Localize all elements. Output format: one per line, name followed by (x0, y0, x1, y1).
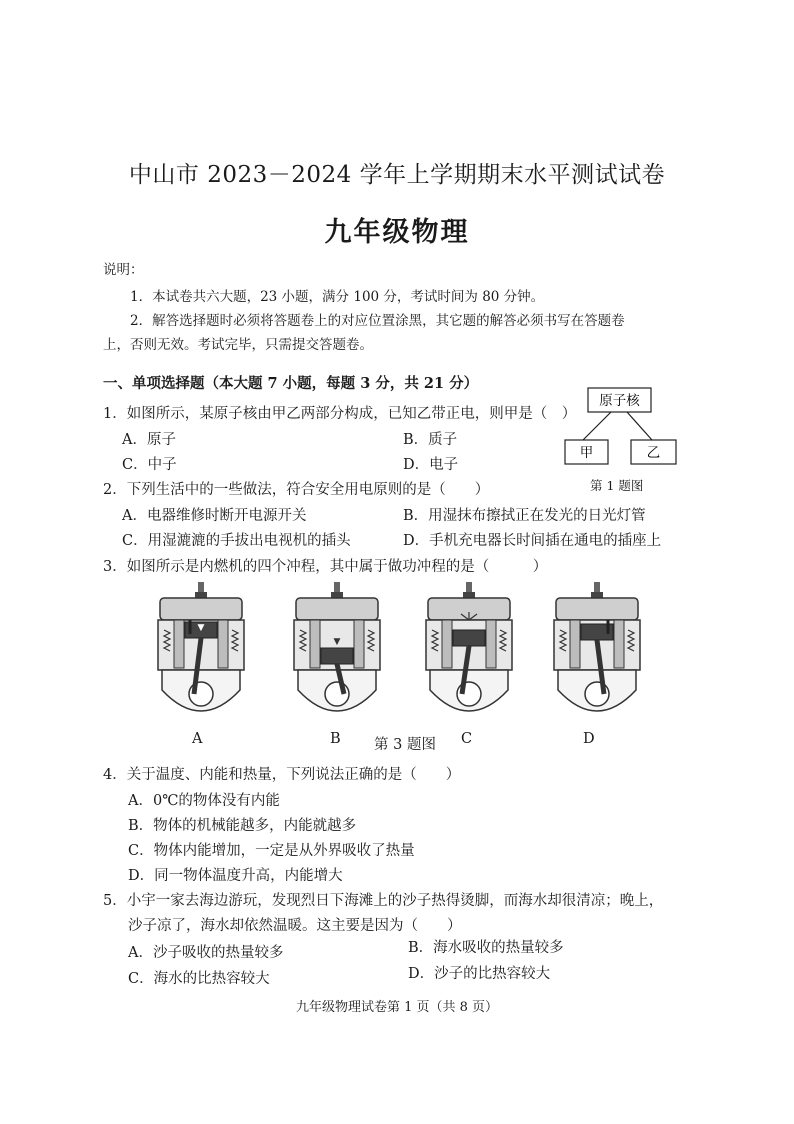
question-1-option-a: A．原子 (122, 432, 176, 448)
nucleus-label: 原子核 (599, 393, 640, 409)
section-heading: 一、单项选择题（本大题 7 小题，每题 3 分，共 21 分） (103, 375, 479, 392)
question-3-stem: 3．如图所示是内燃机的四个冲程，其中属于做功冲程的是（ ） (103, 559, 548, 575)
link-right (627, 412, 652, 440)
instruction-2: 2．解答选择题时必须将答题卷上的对应位置涂黑，其它题的解答必须书写在答题卷 (130, 313, 625, 329)
figure-1-caption: 第 1 题图 (590, 478, 644, 493)
question-1-option-b: B．质子 (403, 432, 458, 448)
question-4-option-d: D．同一物体温度升高，内能增大 (128, 868, 343, 884)
question-5-option-c: C．海水的比热容较大 (128, 971, 270, 987)
question-1-option-c: C．中子 (122, 457, 177, 473)
engine-label-c: C (461, 731, 473, 747)
question-2-option-a: A．电器维修时断开电源开关 (122, 508, 307, 524)
engine-stroke-d (546, 582, 648, 732)
question-5-option-d: D．沙子的比热容较大 (408, 966, 551, 982)
question-4-option-b: B．物体的机械能越多，内能就越多 (128, 818, 357, 834)
part-jia-label: 甲 (579, 445, 594, 461)
page-footer: 九年级物理试卷第 1 页（共 8 页） (295, 1000, 499, 1015)
instruction-1: 1．本试卷共六大题，23 小题，满分 100 分，考试时间为 80 分钟。 (130, 289, 545, 305)
instruction-3: 上，否则无效。考试完毕，只需提交答题卷。 (103, 337, 373, 353)
engine-stroke-c (418, 582, 520, 732)
question-5-option-b: B．海水吸收的热量较多 (408, 940, 564, 956)
question-2-stem: 2．下列生活中的一些做法，符合安全用电原则的是（ ） (103, 482, 490, 498)
question-1-stem: 1．如图所示，某原子核由甲乙两部分构成，已知乙带正电，则甲是（ ） (103, 406, 577, 422)
exam-subject: 九年级物理 (324, 217, 470, 248)
exam-title: 中山市 2023－2024 学年上学期期末水平测试试卷 (128, 162, 666, 188)
svg-text:▼: ▼ (333, 637, 341, 647)
atom-nucleus-diagram (555, 385, 685, 465)
question-4-option-a: A．0℃的物体没有内能 (128, 793, 280, 809)
question-5-stem-line1: 5．小宇一家去海边游玩，发现烈日下海滩上的沙子热得烫脚，而海水却很清凉；晚上， (103, 893, 664, 909)
question-2-option-d: D．手机充电器长时间插在通电的插座上 (403, 533, 662, 549)
part-yi-label: 乙 (646, 445, 661, 461)
question-5-stem-line2: 沙子凉了，海水却依然温暖。这主要是因为（ ） (128, 918, 462, 934)
link-left (583, 412, 611, 440)
engine-stroke-a (150, 582, 252, 732)
svg-text:▼: ▼ (197, 623, 205, 633)
engine-label-b: B (330, 731, 341, 747)
engine-label-a: A (192, 731, 203, 747)
instructions-label: 说明： (103, 262, 144, 278)
figure-3-caption: 第 3 题图 (374, 737, 436, 753)
question-1-option-d: D．电子 (403, 457, 459, 473)
question-4-stem: 4．关于温度、内能和热量，下列说法正确的是（ ） (103, 767, 461, 783)
engine-label-d: D (583, 731, 595, 747)
engine-stroke-b (286, 582, 388, 732)
question-4-option-c: C．物体内能增加，一定是从外界吸收了热量 (128, 843, 415, 859)
question-5-option-a: A．沙子吸收的热量较多 (128, 945, 284, 961)
question-2-option-c: C．用湿漉漉的手拔出电视机的插头 (122, 533, 351, 549)
question-2-option-b: B．用湿抹布擦拭正在发光的日光灯管 (403, 508, 646, 524)
